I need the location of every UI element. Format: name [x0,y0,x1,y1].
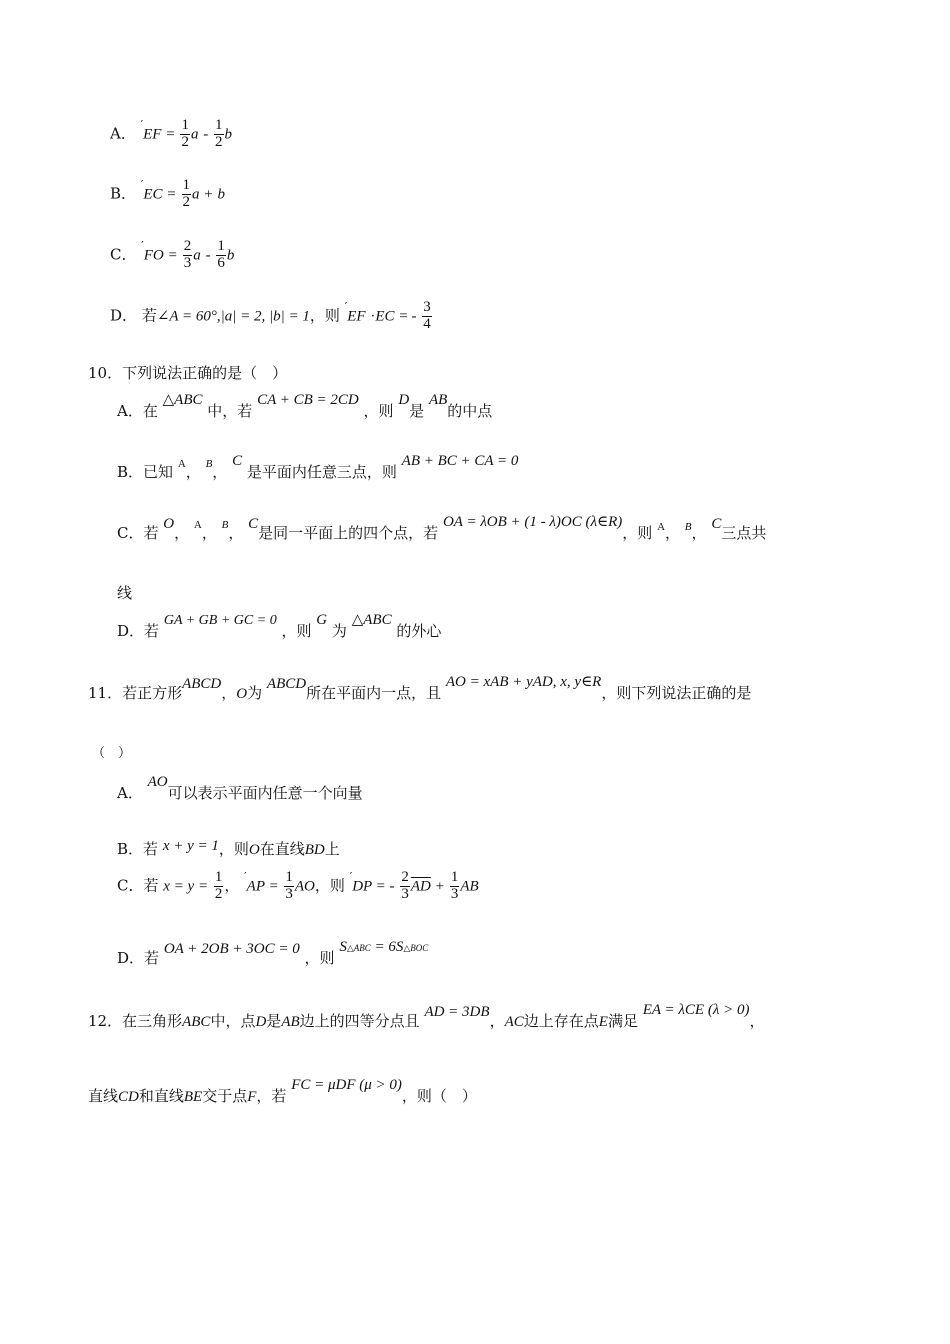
math-lhs: EF [143,126,162,143]
numerator: 1 [217,238,225,254]
math: AO [147,774,168,790]
math: △ABC [162,392,203,408]
text: 是同一平面上的四个点，若 [258,524,439,542]
text: ， [749,1012,765,1030]
numerator: 1 [214,869,223,885]
option-label: C． [117,524,144,542]
denominator: 2 [182,193,191,210]
math: F [247,1089,257,1105]
math: EA = λCE (λ > 0) [642,1002,750,1018]
vector-mark: ′ [344,300,348,314]
option-label: B． [117,463,144,481]
q11-option-b [117,838,340,859]
option-label: B． [117,840,144,858]
vector-b: b [217,186,226,203]
math: AP = [246,878,279,895]
option-label: A． [117,784,143,802]
text: ， [489,1012,505,1030]
math: ABCD [182,676,222,692]
text: 若 [141,306,157,325]
q10-option-c-continued: 线 [117,584,133,602]
denominator: 3 [285,885,293,902]
numerator: 1 [215,117,223,133]
math: CA + CB = 2CD [257,392,359,408]
q11-answer-paren: （ ） [92,746,132,761]
numerator: 3 [423,299,431,315]
denominator: 3 [450,885,459,902]
text: ，则 [363,402,394,420]
text: 上 [324,840,340,858]
math: AC [504,1014,524,1030]
math: AB + BC + CA = 0 [401,453,519,469]
q10-stem: 10．下列说法正确的是（ ） [88,364,288,382]
text: 边上的四等分点且 [299,1012,420,1030]
denominator: 6 [217,254,225,271]
vector-mark: ′ [349,870,353,884]
math: C [248,516,259,532]
area-expression [339,937,428,955]
text: 12．在三角形 [88,1012,183,1030]
math: A [657,521,666,533]
math: AO [294,878,315,895]
text: 是 [409,402,425,420]
text: ，则 [622,524,653,542]
equals-sign: = [167,186,176,203]
denominator: 2 [214,885,223,902]
text: 已知 [143,463,174,481]
text: 若 [143,524,159,542]
math: AB [460,878,479,895]
math-condition: ∠A = 60°, [156,308,221,325]
vector-mark: ′ [140,118,144,132]
vector-mark: ′ [140,178,144,192]
text: ，则 [314,876,345,895]
operator: + [204,186,213,203]
text: 若 [143,840,159,858]
math: O [248,842,260,858]
math: GA + GB + GC = 0 [163,613,277,628]
fraction [450,870,460,903]
math: △ABC [351,612,392,628]
math-rhs: EC [375,308,395,325]
q10-option-c: C．若 O， $^A$， $^B$， C是同一平面上的四个点，若 OA = λOB + (1 - λ)OC (λ∈R)，则 $^A$， $^B$， C三点共 [117,514,767,542]
text: 边上存在点 [523,1012,599,1030]
operator: - [205,247,211,264]
math: O [236,686,248,702]
text: ，若 [256,1087,287,1105]
math: B [221,519,229,531]
option-label: B． [110,184,137,203]
math-subscript: △BOC [403,943,429,953]
math: FC = μDF (μ > 0) [291,1077,402,1093]
text: 和直线 [138,1087,184,1105]
vector-b: b [224,126,233,143]
text: 若 [144,622,160,640]
math: A [177,458,186,470]
q11-option-c [117,870,479,903]
math: O [163,516,175,532]
q11-option-a [117,774,363,803]
fraction [183,239,193,272]
equals-sign: = [168,247,178,264]
text: 若 [143,876,159,895]
math-lhs: EF [347,308,366,325]
math-lhs: EC [143,186,163,203]
math: = 6S [370,939,404,955]
numerator: 2 [401,869,409,885]
text: 中，点 [210,1012,256,1030]
text: 的中点 [447,402,493,420]
text: 是 [266,1012,282,1030]
option-label: C． [110,245,137,264]
text: 的外心 [396,622,442,640]
math-lhs: FO [143,247,164,264]
math: AB [281,1014,300,1030]
q9-option-c [110,239,234,272]
q12-stem-line1 [88,1002,765,1031]
math: ABCD [266,676,307,692]
math: OA = λOB + (1 - λ)OC (λ∈R) [442,514,623,530]
equals-sign: = - [399,308,417,325]
numerator: 1 [181,117,189,133]
text: ，则 [304,949,335,967]
text: ， [224,876,240,895]
option-label: A． [117,402,143,420]
denominator: 2 [215,133,223,150]
q9-option-b [110,178,225,211]
option-label: A． [110,124,136,143]
text: 为 [331,622,347,640]
math: G [316,612,328,628]
math-subscript: △ABC [346,943,371,953]
q10-option-a [117,392,493,421]
fraction [216,239,226,272]
vector-b: b [226,247,235,264]
q10-option-b: B．已知 $^A$， $^B$， C 是平面内任意三点，则 AB + BC + CA = 0 [117,453,519,481]
option-label: D． [117,622,145,640]
text: ，则 [281,622,312,640]
q10-option-d [117,612,442,641]
vector-mark: ′ [244,870,247,884]
fraction [284,870,294,903]
text: 直线 [88,1087,119,1105]
math: BD [304,842,325,858]
q11-option-d [117,939,429,968]
math-condition: |a| = 2, |b| = 1 [220,308,310,325]
math: AO = xAB + yAD, x, y∈R [445,674,602,690]
text: 在 [142,402,158,420]
text: 交于点 [202,1087,248,1105]
math: $\overline{AD}$ [410,878,431,895]
denominator: 3 [401,885,409,902]
math: D [398,392,410,408]
text: ， [221,684,237,702]
text: 可以表示平面内任意一个向量 [167,784,363,802]
numerator: 1 [182,177,191,193]
q9-option-d [110,300,433,333]
numerator: 1 [285,869,293,885]
math: AD = 3DB [424,1004,490,1020]
math: x = y = [163,878,209,895]
operator: + [435,878,445,895]
text: 三点共 [721,524,767,542]
fraction [214,870,224,903]
fraction [422,300,432,333]
math: C [711,516,722,532]
vector-mark: ′ [141,239,144,253]
math: BE [183,1089,203,1105]
text: ，则 [309,306,340,325]
numerator: 2 [183,238,192,254]
text: ，则（ ） [401,1087,477,1105]
vector-a: a [193,247,201,264]
math: E [598,1014,608,1030]
option-label: C． [117,876,144,895]
math: x + y = 1 [162,838,219,854]
option-label: D． [110,306,138,325]
denominator: 3 [183,254,192,271]
math: CD [118,1089,139,1105]
equals-sign: = [166,126,175,143]
operator: - [203,126,209,143]
text: 是平面内任意三点，则 [246,463,397,481]
numerator: 1 [450,869,459,885]
text: ，则 [218,840,249,858]
denominator: 4 [423,315,431,332]
vector-a: a [192,186,200,203]
q9-option-a [110,118,232,151]
text: 若 [144,949,160,967]
math: B [205,458,213,470]
denominator: 2 [181,133,189,150]
text: ，则下列说法正确的是 [601,684,752,702]
text: 中，若 [207,402,253,420]
text: 11．若正方形 [88,684,183,702]
math: C [232,453,243,469]
text: 为 [247,684,263,702]
q11-stem [88,674,752,703]
math: B [684,521,692,533]
dot-operator: · [370,308,376,325]
math: A [193,519,202,531]
q12-stem-line2 [88,1077,477,1106]
fraction [182,178,192,211]
math: AB [428,392,448,408]
vector-a: a [190,126,199,143]
text: 满足 [607,1012,638,1030]
text: 所在平面内一点，且 [306,684,442,702]
text: 在直线 [259,840,305,858]
math: S [339,939,347,955]
math: D [255,1014,267,1030]
fraction [214,118,224,151]
fraction [400,870,410,903]
fraction [180,118,190,151]
math: OA + 2OB + 3OC = 0 [163,941,300,957]
math: DP = - [352,878,395,895]
math: ABC [182,1014,211,1030]
option-label: D． [117,949,145,967]
